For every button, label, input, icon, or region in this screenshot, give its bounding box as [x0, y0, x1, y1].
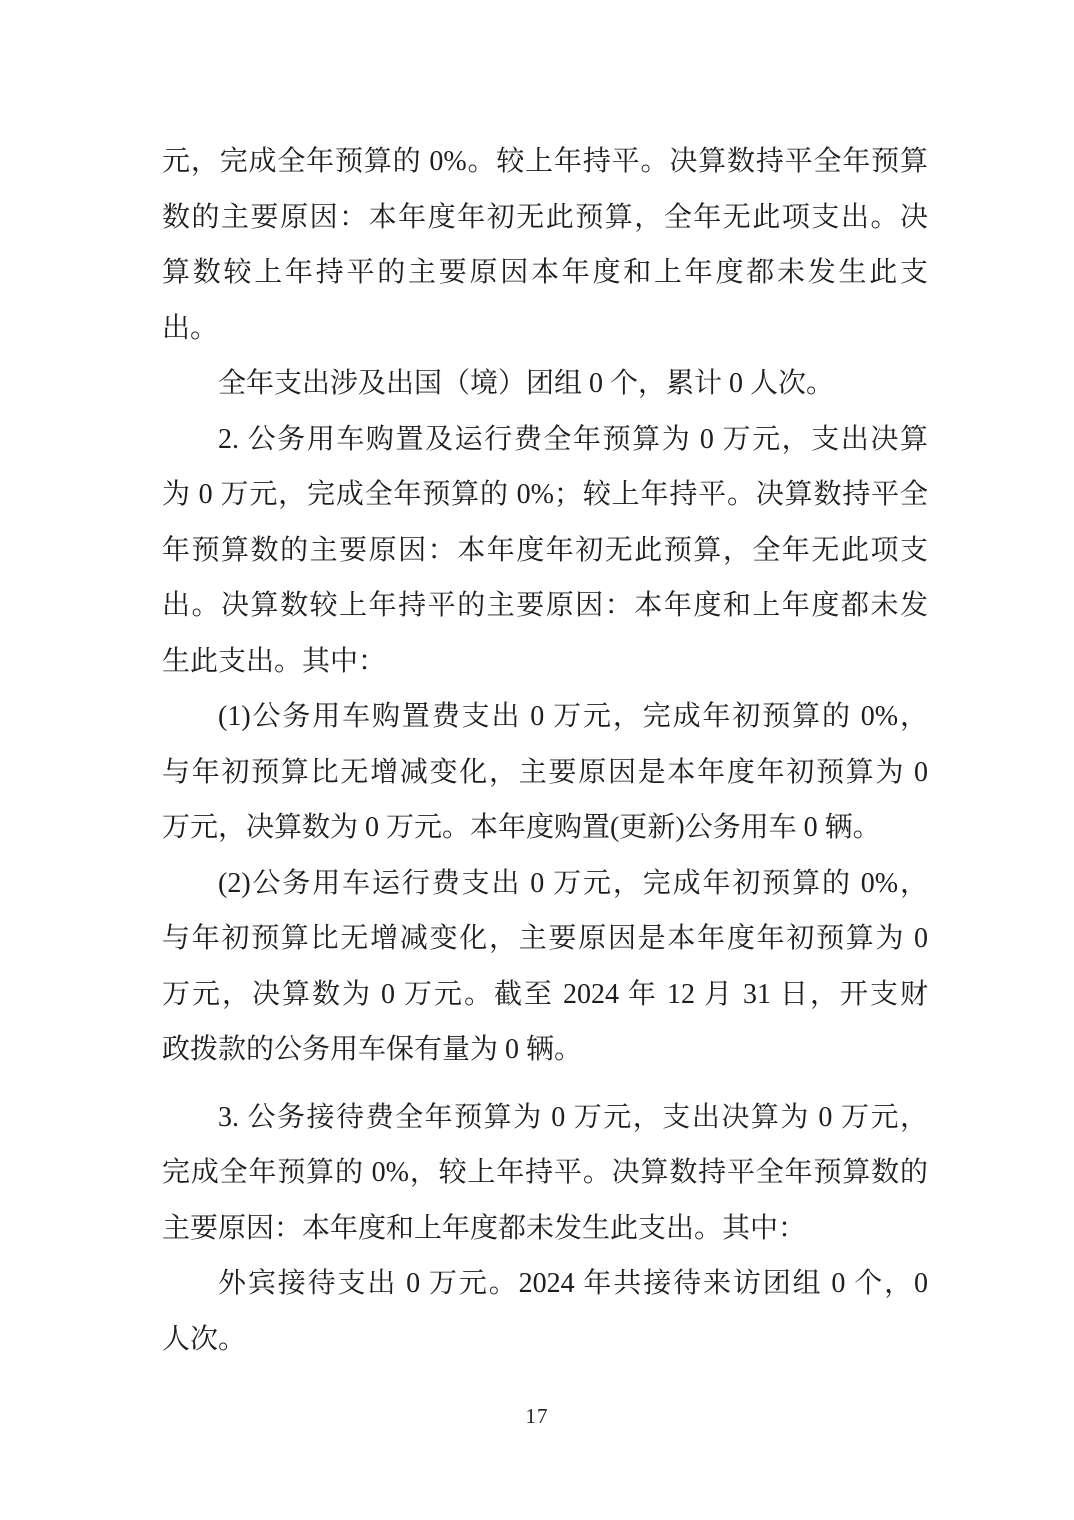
text-line: 全年支出涉及出国（境）团组 0 个，累计 0 人次。 [218, 368, 835, 399]
text-line: 年预算数的主要原因：本年度年初无此预算，全年无此项支 [162, 534, 928, 566]
document-body [162, 134, 928, 1367]
text-line: 与年初预算比无增减变化，主要原因是本年度年初预算为 0 [162, 923, 928, 954]
text-line: 政拨款的公务用车保有量为 0 辆。 [162, 1034, 583, 1065]
text-line: 人次。 [162, 1323, 247, 1355]
text-line: (2)公务用车运行费支出 0 万元，完成年初预算的 0%， [218, 867, 928, 899]
text-line: 算数较上年持平的主要原因本年度和上年度都未发生此支 [162, 257, 928, 288]
text-line: 与年初预算比无增减变化，主要原因是本年度年初预算为 0 [162, 756, 928, 788]
page-number: 17 [525, 1404, 549, 1428]
text-line: 生此支出。其中： [162, 645, 387, 677]
paragraph [162, 1256, 928, 1367]
text-line: 元，完成全年预算的 0%。较上年持平。决算数持平全年预算 [162, 146, 928, 177]
text-line: (1)公务用车购置费支出 0 万元，完成年初预算的 0%， [218, 701, 928, 732]
paragraph [162, 856, 928, 1078]
paragraph [162, 689, 928, 856]
paragraph [162, 412, 928, 690]
text-line: 3. 公务接待费全年预算为 0 万元，支出决算为 0 万元， [218, 1101, 928, 1133]
text-line: 出。决算数较上年持平的主要原因：本年度和上年度都未发 [162, 590, 928, 621]
text-line: 2. 公务用车购置及运行费全年预算为 0 万元，支出决算 [218, 423, 928, 455]
paragraph [162, 1090, 928, 1257]
paragraph [162, 134, 928, 356]
paragraph [162, 356, 928, 412]
text-line: 出。 [162, 312, 219, 344]
text-line: 数的主要原因：本年度年初无此预算，全年无此项支出。决 [162, 201, 928, 233]
text-line: 万元，决算数为 0 万元。截至 2024 年 12 月 31 日，开支财 [162, 978, 928, 1010]
text-line: 外宾接待支出 0 万元。2024 年共接待来访团组 0 个，0 [218, 1268, 928, 1299]
text-line: 主要原因：本年度和上年度都未发生此支出。其中： [162, 1212, 807, 1244]
text-line: 完成全年预算的 0%，较上年持平。决算数持平全年预算数的 [162, 1157, 928, 1188]
text-line: 万元，决算数为 0 万元。本年度购置(更新)公务用车 0 辆。 [162, 812, 881, 843]
text-line: 为 0 万元，完成全年预算的 0%；较上年持平。决算数持平全 [162, 479, 928, 510]
